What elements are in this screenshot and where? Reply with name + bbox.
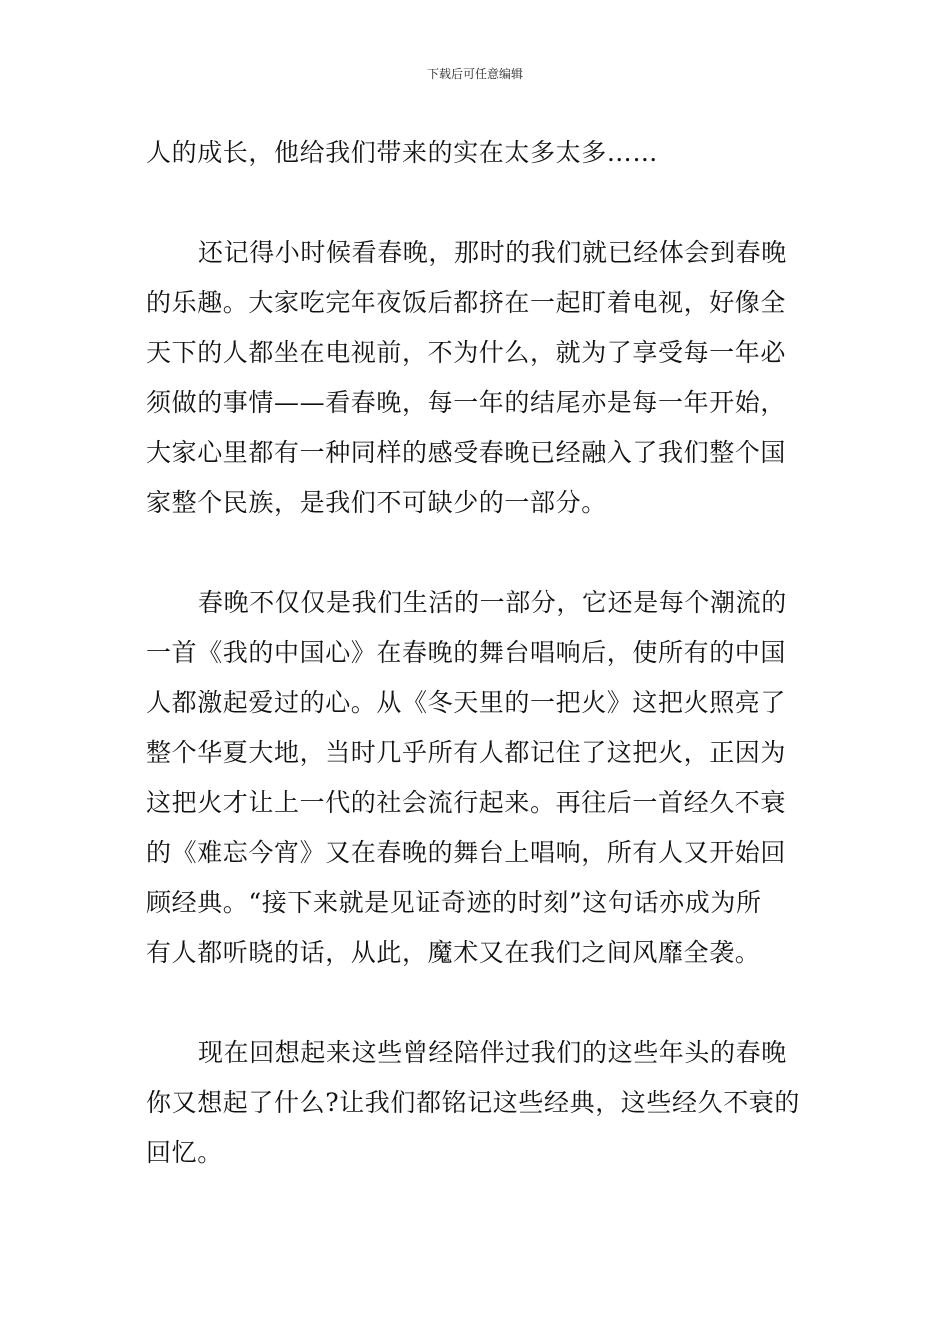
paragraph-line: 春晚不仅仅是我们生活的一部分，它还是每个潮流的	[198, 588, 787, 617]
paragraph-line: 现在回想起来这些曾经陪伴过我们的这些年头的春晚	[198, 1038, 787, 1067]
paragraph-gap	[146, 978, 806, 1028]
paragraph-line: 这把火才让上一代的社会流行起来。再往后一首经久不衰	[146, 788, 787, 817]
document-body	[146, 128, 806, 1178]
paragraph-1	[146, 128, 806, 178]
paragraph-line: 整个华夏大地，当时几乎所有人都记住了这把火，正因为	[146, 738, 787, 767]
paragraph-line: 的乐趣。大家吃完年夜饭后都挤在一起盯着电视，好像全	[146, 288, 787, 317]
paragraph-2	[146, 228, 806, 528]
paragraph-4	[146, 1028, 806, 1178]
paragraph-line: 你又想起了什么?让我们都铭记这些经典，这些经久不衰的	[146, 1088, 801, 1117]
paragraph-3	[146, 578, 806, 978]
paragraph-gap	[146, 528, 806, 578]
paragraph-line: 家整个民族，是我们不可缺少的一部分。	[146, 488, 607, 517]
paragraph-line: 一首《我的中国心》在春晚的舞台唱响后，使所有的中国	[146, 638, 787, 667]
paragraph-line: 回忆。	[146, 1138, 223, 1167]
paragraph-line: 大家心里都有一种同样的感受春晚已经融入了我们整个国	[146, 438, 787, 467]
paragraph-line: 天下的人都坐在电视前，不为什么，就为了享受每一年必	[146, 338, 787, 367]
paragraph-line: 还记得小时候看春晚，那时的我们就已经体会到春晚	[198, 238, 787, 267]
header-note: 下载后可任意编辑	[426, 67, 523, 81]
paragraph-line: 须做的事情——看春晚，每一年的结尾亦是每一年开始，	[146, 388, 787, 417]
paragraph-line: 有人都听晓的话，从此，魔术又在我们之间风靡全袭。	[146, 938, 761, 967]
paragraph-line: 人都激起爱过的心。从《冬天里的一把火》这把火照亮了	[146, 688, 787, 717]
paragraph-line: 顾经典。“接下来就是见证奇迹的时刻”这句话亦成为所	[146, 888, 762, 917]
paragraph-gap	[146, 178, 806, 228]
paragraph-line: 人的成长，他给我们带来的实在太多太多……	[146, 138, 659, 167]
paragraph-line: 的《难忘今宵》又在春晚的舞台上唱响，所有人又开始回	[146, 838, 787, 867]
